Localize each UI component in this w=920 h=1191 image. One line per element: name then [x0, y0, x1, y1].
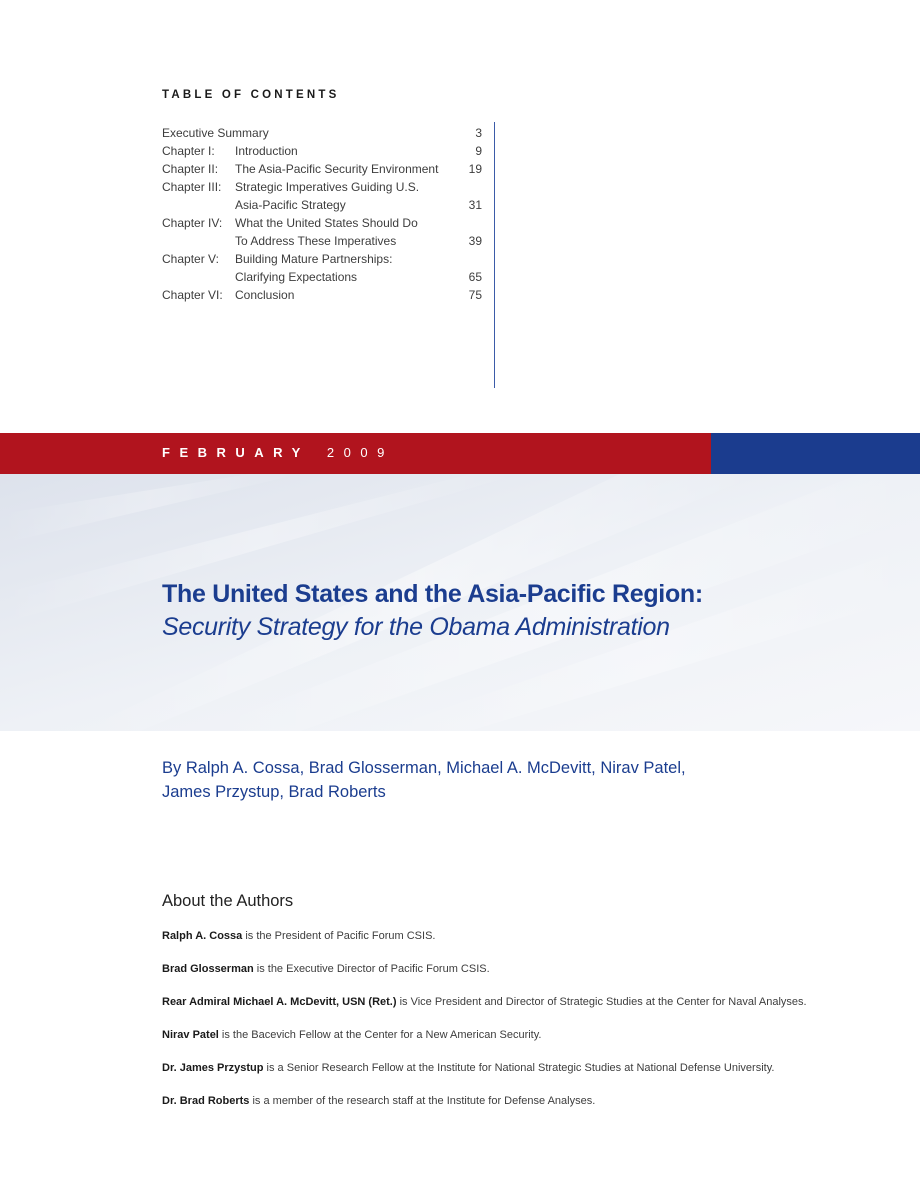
toc-title: The Asia-Pacific Security Environment	[235, 162, 439, 176]
toc-entry[interactable]	[162, 178, 482, 196]
toc-chapter: Chapter V:	[162, 252, 219, 266]
author-bio	[162, 996, 902, 1029]
toc-page	[454, 178, 482, 196]
toc-divider	[494, 122, 495, 388]
author-name: Rear Admiral Michael A. McDevitt, USN (Ret.)	[162, 996, 397, 1008]
toc-chapter: Chapter IV:	[162, 216, 223, 230]
toc-title: Clarifying Expectations	[235, 270, 358, 284]
toc-entry[interactable]	[162, 286, 482, 304]
toc-chapter	[162, 232, 235, 250]
toc-title: What the United States Should Do	[235, 216, 418, 230]
author-description: is a member of the research staff at the Institute for Defense Analyses.	[249, 1095, 596, 1107]
toc-page	[454, 214, 482, 232]
toc-page: 75	[468, 288, 482, 302]
author-bio	[162, 963, 902, 996]
author-name: Dr. Brad Roberts	[162, 1095, 250, 1107]
byline	[162, 756, 686, 804]
toc-chapter	[162, 196, 235, 214]
toc-title: To Address These Imperatives	[235, 234, 397, 248]
toc-entry[interactable]	[162, 160, 482, 178]
date-band	[0, 433, 920, 474]
toc-page: 19	[468, 162, 482, 176]
toc-page: 9	[475, 144, 482, 158]
author-description: is Vice President and Director of Strategic Studies at the Center for Naval Analyses.	[396, 996, 807, 1008]
author-description: is the Bacevich Fellow at the Center for a New American Security.	[218, 1029, 542, 1041]
date-year: 2009	[326, 445, 394, 460]
byline-line: By Ralph A. Cossa, Brad Glosserman, Michael A. McDevitt, Nirav Patel,	[162, 759, 686, 777]
author-name: Brad Glosserman	[162, 963, 254, 975]
toc-title: Strategic Imperatives Guiding U.S.	[235, 180, 420, 194]
toc-chapter: Chapter VI:	[162, 288, 223, 302]
author-bio	[162, 1095, 902, 1128]
author-name: Nirav Patel	[162, 1029, 219, 1041]
toc-chapter: Chapter III:	[162, 180, 222, 194]
toc-entry[interactable]	[162, 124, 482, 142]
toc-page: 31	[468, 198, 482, 212]
toc-page	[454, 250, 482, 268]
toc-heading: TABLE OF CONTENTS	[162, 89, 340, 101]
byline-line: James Przystup, Brad Roberts	[162, 783, 386, 801]
toc-title: Introduction	[235, 144, 298, 158]
toc-chapter: Chapter I:	[162, 144, 215, 158]
table-of-contents	[162, 124, 482, 304]
publication-date	[162, 445, 394, 460]
report-subtitle: Security Strategy for the Obama Administration	[162, 613, 670, 641]
toc-entry[interactable]	[162, 214, 482, 232]
toc-title: Conclusion	[235, 288, 295, 302]
date-band-blue	[711, 433, 920, 474]
toc-title: Asia-Pacific Strategy	[235, 198, 346, 212]
author-bio	[162, 1062, 902, 1095]
toc-entry[interactable]	[162, 142, 482, 160]
author-description: is the President of Pacific Forum CSIS.	[242, 930, 436, 942]
date-month: FEBRUARY	[162, 445, 310, 460]
author-description: is the Executive Director of Pacific Forum CSIS.	[253, 963, 490, 975]
author-name: Ralph A. Cossa	[162, 930, 243, 942]
about-heading: About the Authors	[162, 892, 294, 910]
toc-page: 65	[468, 270, 482, 284]
toc-entry[interactable]	[162, 196, 482, 214]
toc-page: 39	[468, 234, 482, 248]
toc-chapter	[162, 268, 235, 286]
toc-page: 3	[475, 126, 482, 140]
toc-chapter: Executive Summary	[162, 126, 269, 140]
report-title: The United States and the Asia-Pacific Region:	[162, 580, 703, 608]
author-name: Dr. James Przystup	[162, 1062, 264, 1074]
toc-entry[interactable]	[162, 232, 482, 250]
author-bio	[162, 930, 902, 963]
toc-chapter: Chapter II:	[162, 162, 219, 176]
author-bio	[162, 1029, 902, 1062]
toc-title: Building Mature Partnerships:	[235, 252, 393, 266]
author-description: is a Senior Research Fellow at the Institute for National Strategic Studies at National Defense University.	[263, 1062, 775, 1074]
toc-entry[interactable]	[162, 268, 482, 286]
author-bios	[162, 930, 902, 1128]
toc-entry[interactable]	[162, 250, 482, 268]
